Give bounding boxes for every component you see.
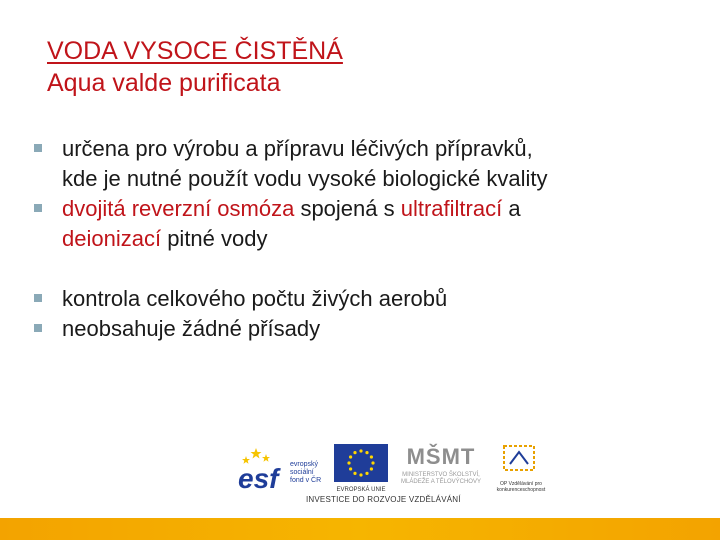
title-latin: Aqua valde purificata (47, 69, 281, 97)
funding-logos (236, 440, 556, 510)
bullet-text-line: určena pro výrobu a přípravu léčivých přípravků, (62, 136, 533, 161)
bottom-accent-bar (0, 518, 720, 540)
eu-star-icon (365, 472, 368, 475)
eu-star-icon (349, 467, 352, 470)
eu-caption: EVROPSKÁ UNIE (336, 487, 386, 493)
eu-star-icon (371, 461, 374, 464)
bullet-text-line (62, 224, 694, 254)
op-caption: OP Vzdělávání pro konkurenceschopnost (496, 481, 546, 493)
esf-text: sociální (290, 469, 314, 476)
square-bullet-icon (34, 324, 42, 332)
esf-text: evropský (290, 461, 319, 468)
bullet-text-line: kontrola celkového počtu živých aerobů (62, 286, 448, 311)
square-bullet-icon (34, 144, 42, 152)
bullet-text: spojená s (294, 196, 401, 221)
op-logo (492, 442, 550, 492)
slide-title (47, 36, 343, 98)
eu-star-icon (347, 461, 350, 464)
eu-star-icon (359, 473, 362, 476)
square-bullet-icon (34, 294, 42, 302)
eu-star-icon (353, 472, 356, 475)
highlight-term: deionizací (62, 226, 162, 251)
esf-mark: esf (238, 463, 279, 492)
eu-star-icon (353, 451, 356, 454)
eu-star-icon (365, 451, 368, 454)
msmt-logo (396, 442, 486, 492)
square-bullet-icon (34, 204, 42, 212)
esf-logo (236, 444, 324, 492)
eu-star-icon (370, 455, 373, 458)
bullet-text-line: neobsahuje žádné přísady (62, 316, 321, 341)
op-mark-icon (492, 442, 550, 476)
bullet-item (34, 284, 694, 314)
bullet-item (34, 314, 694, 344)
highlight-term: dvojitá reverzní osmóza (62, 196, 295, 221)
title-czech: VODA VYSOCE ČISTĚNÁ (47, 37, 343, 65)
bullet-text-line (62, 194, 694, 224)
bullet-text-line: kde je nutné použít vodu vysoké biologické kvality (62, 166, 548, 191)
highlight-term: ultrafiltrací (400, 196, 503, 221)
bullet-item (34, 194, 694, 254)
bullet-text: a (502, 196, 521, 221)
eu-logo (334, 444, 388, 492)
eu-star-icon (349, 455, 352, 458)
eu-flag-icon (334, 444, 388, 482)
esf-text: fond v ČR (290, 477, 322, 484)
bullet-list (34, 134, 694, 344)
eu-star-icon (370, 467, 373, 470)
msmt-caption: MINISTERSTVO ŠKOLSTVÍ, MLÁDEŽE A TĚLOVÝCHOVY (401, 472, 481, 485)
eu-star-icon (359, 449, 362, 452)
investice-caption: INVESTICE DO ROZVOJE VZDĚLÁVÁNÍ (306, 495, 461, 504)
bullet-text: pitné vody (161, 226, 268, 251)
bullet-item (34, 134, 694, 194)
msmt-letters: MŠMT (406, 444, 476, 469)
